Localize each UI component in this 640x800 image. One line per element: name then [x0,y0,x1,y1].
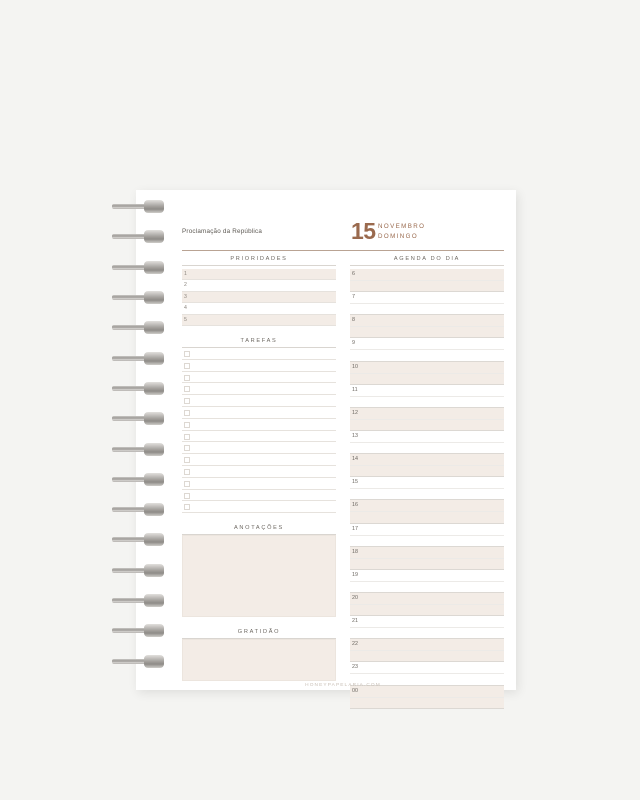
task-row[interactable] [182,478,336,490]
task-checkbox[interactable] [184,504,190,510]
priority-number: 5 [184,316,187,323]
spiral-coil [112,503,164,516]
task-row[interactable] [182,407,336,419]
task-row[interactable] [182,395,336,407]
agenda-hour-row[interactable] [350,500,504,523]
task-row[interactable] [182,383,336,395]
agenda-hour-label: 20 [352,594,358,601]
agenda-half-hour-line [350,349,504,350]
agenda-hour-label: 00 [352,687,358,694]
task-checkbox[interactable] [184,469,190,475]
tasks-list [182,348,336,513]
header-divider [182,250,504,251]
spiral-coil [112,624,164,637]
notes-title: ANOTAÇÕES [182,525,336,535]
agenda-hour-row[interactable] [350,686,504,709]
spiral-coil [112,594,164,607]
task-row[interactable] [182,442,336,454]
task-checkbox[interactable] [184,351,190,357]
agenda-half-hour-line [350,326,504,327]
spiral-coil [112,533,164,546]
spiral-coil [112,291,164,304]
task-checkbox[interactable] [184,386,190,392]
agenda-half-hour-line [350,604,504,605]
agenda-half-hour-line [350,280,504,281]
agenda-hour-row[interactable] [350,292,504,315]
agenda-hour-row[interactable] [350,570,504,593]
agenda-hour-row[interactable] [350,408,504,431]
priorities-section [182,256,336,326]
agenda-hour-row[interactable] [350,524,504,547]
spiral-coil [112,352,164,365]
spiral-coil [112,230,164,243]
agenda-half-hour-line [350,488,504,489]
spiral-binding [112,196,172,681]
agenda-half-hour-line [350,465,504,466]
footer-brand: HONEYPAPELARIA.COM [305,683,381,688]
agenda-half-hour-line [350,697,504,698]
priority-row[interactable] [182,315,336,326]
agenda-hour-label: 15 [352,479,358,486]
gratitude-section [182,629,336,681]
right-column [350,256,504,709]
task-row[interactable] [182,348,336,360]
agenda-hour-label: 12 [352,409,358,416]
agenda-half-hour-line [350,373,504,374]
task-checkbox[interactable] [184,363,190,369]
spiral-coil [112,655,164,668]
agenda-hour-label: 16 [352,502,358,509]
holiday-label: Proclamação da República [182,228,263,235]
task-checkbox[interactable] [184,434,190,440]
agenda-hour-row[interactable] [350,385,504,408]
task-row[interactable] [182,360,336,372]
task-checkbox[interactable] [184,481,190,487]
agenda-hour-label: 19 [352,571,358,578]
agenda-hour-label: 10 [352,363,358,370]
planner-page [136,190,516,694]
agenda-hour-label: 8 [352,317,355,324]
priority-number: 2 [184,282,187,289]
spiral-coil [112,443,164,456]
task-checkbox[interactable] [184,457,190,463]
task-row[interactable] [182,501,336,513]
agenda-hour-row[interactable] [350,639,504,662]
agenda-half-hour-line [350,558,504,559]
priority-number: 4 [184,305,187,312]
task-checkbox[interactable] [184,493,190,499]
agenda-half-hour-line [350,581,504,582]
priority-row[interactable] [182,292,336,303]
notes-area[interactable] [182,535,336,617]
agenda-half-hour-line [350,511,504,512]
spiral-coil [112,564,164,577]
spiral-coil [112,382,164,395]
task-checkbox[interactable] [184,422,190,428]
weekday-label: DOMINGO [378,232,419,240]
task-row[interactable] [182,431,336,443]
task-checkbox[interactable] [184,375,190,381]
agenda-hour-row[interactable] [350,338,504,361]
agenda-hour-row[interactable] [350,362,504,385]
gratitude-title: GRATIDÃO [182,629,336,639]
spiral-coil [112,321,164,334]
spiral-coil [112,261,164,274]
left-column [182,256,336,681]
gratitude-area[interactable] [182,639,336,681]
spiral-coil [112,200,164,213]
agenda-hour-label: 11 [352,386,358,393]
agenda-hour-label: 18 [352,548,358,555]
page-header [182,210,504,250]
agenda-hour-label: 14 [352,456,358,463]
task-checkbox[interactable] [184,398,190,404]
task-checkbox[interactable] [184,445,190,451]
agenda-hour-row[interactable] [350,315,504,338]
task-row[interactable] [182,466,336,478]
priorities-title: PRIORIDADES [182,256,336,266]
agenda-hour-label: 22 [352,641,358,648]
agenda-hour-row[interactable] [350,616,504,639]
agenda-title: AGENDA DO DIA [350,256,504,266]
task-checkbox[interactable] [184,410,190,416]
day-number: 15 [351,218,376,244]
agenda-half-hour-line [350,303,504,304]
agenda-half-hour-line [350,535,504,536]
task-row[interactable] [182,372,336,384]
agenda-hour-row[interactable] [350,593,504,616]
priority-row[interactable] [182,269,336,280]
agenda-hour-row[interactable] [350,454,504,477]
agenda-hour-label: 9 [352,340,355,347]
agenda-half-hour-line [350,650,504,651]
agenda-half-hour-line [350,442,504,443]
agenda-hour-row[interactable] [350,477,504,500]
agenda-half-hour-line [350,419,504,420]
priority-row[interactable] [182,303,336,314]
priority-number: 3 [184,293,187,300]
agenda-hour-label: 17 [352,525,358,532]
agenda-hour-label: 23 [352,664,358,671]
agenda-hour-row[interactable] [350,269,504,292]
agenda-list [350,269,504,709]
agenda-hour-label: 13 [352,432,358,439]
agenda-hour-row[interactable] [350,431,504,454]
priority-row[interactable] [182,280,336,291]
priority-number: 1 [184,271,187,277]
agenda-hour-label: 6 [352,271,355,277]
agenda-hour-label: 21 [352,618,358,625]
agenda-hour-row[interactable] [350,547,504,570]
spiral-coil [112,473,164,486]
month-label: NOVEMBRO [378,223,426,230]
task-row[interactable] [182,490,336,502]
spiral-coil [112,412,164,425]
tasks-title: TAREFAS [182,338,336,348]
tasks-section [182,338,336,513]
priorities-list [182,269,336,326]
agenda-hour-label: 7 [352,294,355,301]
task-row[interactable] [182,454,336,466]
agenda-half-hour-line [350,396,504,397]
task-row[interactable] [182,419,336,431]
date-month-weekday [378,222,425,241]
agenda-half-hour-line [350,673,504,674]
agenda-half-hour-line [350,627,504,628]
notes-section [182,525,336,617]
